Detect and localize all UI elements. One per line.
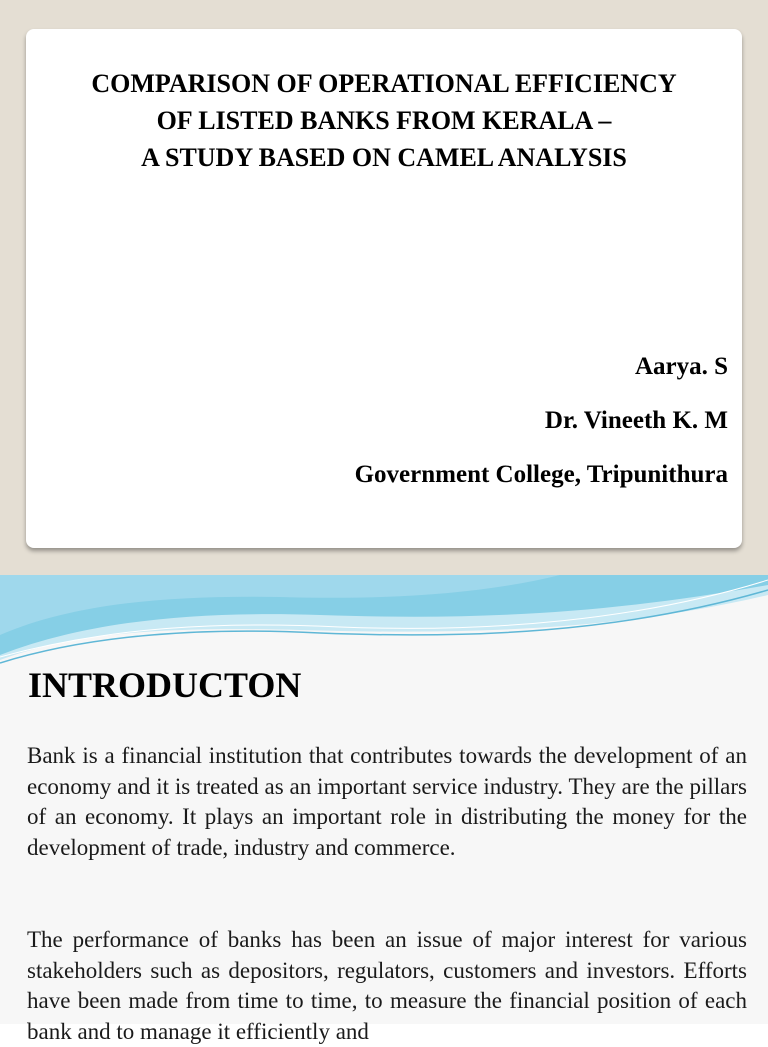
- intro-paragraph: Bank is a financial institution that contributes towards the development of an economy and it is treated as an important service industry. They are the pillars of an economy. It plays an important role in distributing the money for the development of trade, industry and commerce.: [27, 743, 747, 860]
- title-line: OF LISTED BANKS FROM KERALA –: [156, 106, 612, 135]
- institution-name: Government College, Tripunithura: [354, 461, 728, 488]
- section-heading: INTRODUCTON: [28, 665, 302, 705]
- author-block: [355, 349, 728, 511]
- title-line: A STUDY BASED ON CAMEL ANALYSIS: [141, 143, 627, 172]
- title-card: [26, 29, 742, 548]
- author-name: Aarya. S: [634, 353, 728, 380]
- intro-paragraph: The performance of banks has been an issue of major interest for various stakeholders such as depositors, regulators, customers and investors. Efforts have been made from time to time, to measure the financial position of each bank and to manage it efficiently and: [27, 927, 747, 1044]
- title-line: COMPARISON OF OPERATIONAL EFFICIENCY: [91, 69, 677, 98]
- co-author-name: Dr. Vineeth K. M: [544, 407, 728, 434]
- presentation-title: [26, 65, 742, 176]
- wave-banner: [0, 575, 768, 665]
